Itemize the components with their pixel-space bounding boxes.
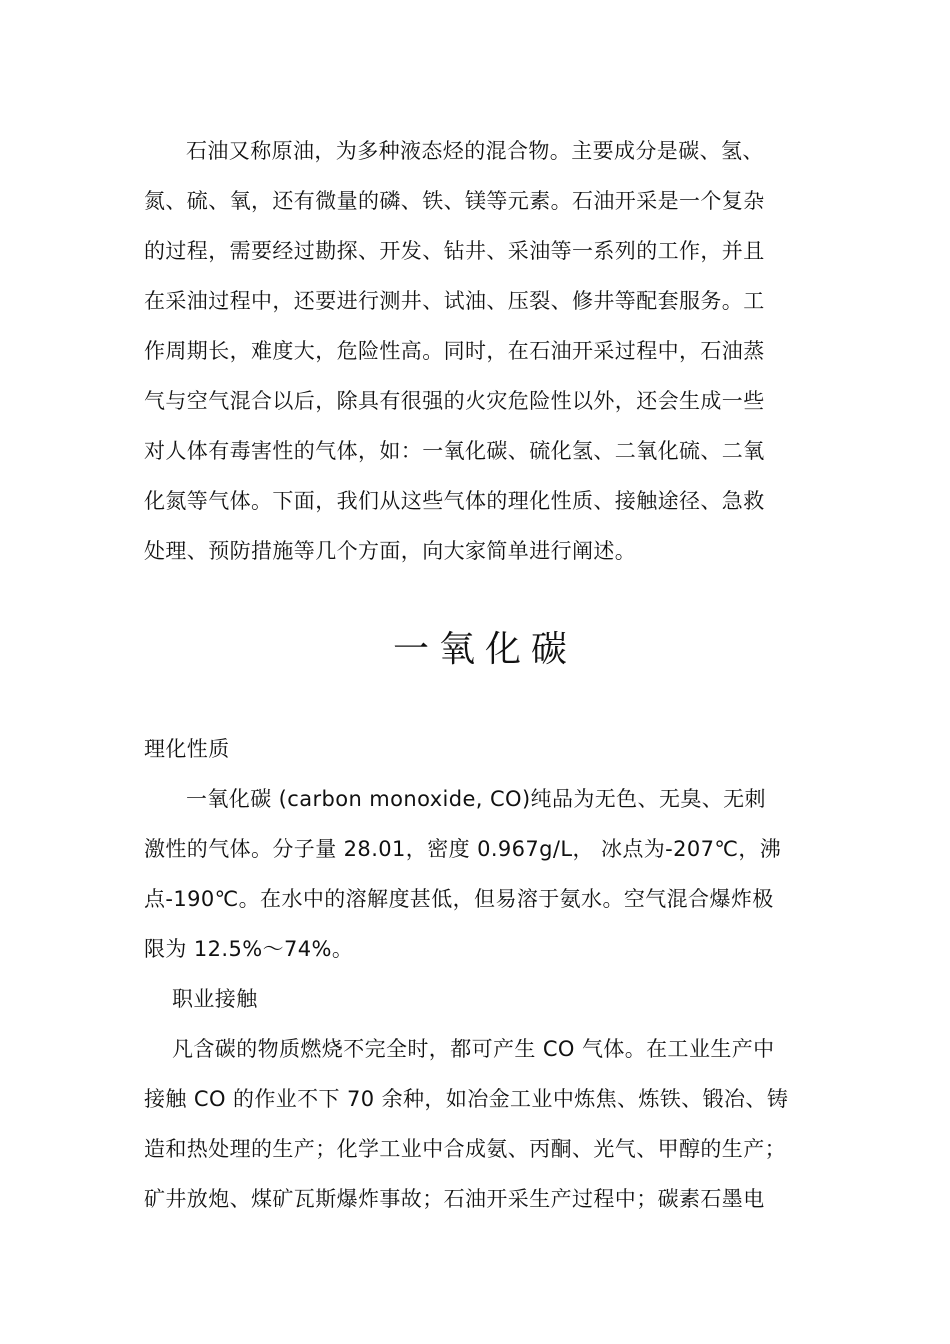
- exposure-line-2: 接触 CO 的作业不下 70 余种，如冶金工业中炼焦、炼铁、锻冶、铸: [144, 1087, 789, 1111]
- exposure-line-4: 矿井放炮、煤矿瓦斯爆炸事故；石油开采生产过程中；碳素石墨电: [144, 1187, 765, 1211]
- intro-line-8: 化氮等气体。下面，我们从这些气体的理化性质、接触途径、急救: [144, 489, 765, 513]
- section-title: 一氧化碳: [392, 629, 577, 670]
- exposure-line-3: 造和热处理的生产；化学工业中合成氨、丙酮、光气、甲醇的生产；: [144, 1137, 786, 1161]
- intro-line-5: 作周期长，难度大，危险性高。同时，在石油开采过程中，石油蒸: [144, 339, 765, 363]
- exposure-heading: 职业接触: [172, 987, 258, 1011]
- exposure-paragraph: [144, 1024, 816, 1224]
- exposure-line-1: 凡含碳的物质燃烧不完全时，都可产生 CO 气体。在工业生产中: [172, 1037, 775, 1061]
- properties-line-2: 激性的气体。分子量 28.01，密度 0.967g/L， 冰点为-207℃，沸: [144, 837, 782, 861]
- intro-line-3: 的过程，需要经过勘探、开发、钻井、采油等一系列的工作，并且: [144, 239, 765, 263]
- spacer: [144, 676, 816, 724]
- properties-line-3: 点-190℃。在水中的溶解度甚低，但易溶于氨水。空气混合爆炸极: [144, 887, 774, 911]
- properties-paragraph: [144, 774, 816, 974]
- properties-heading: 理化性质: [144, 737, 230, 761]
- intro-paragraph: [144, 126, 816, 576]
- properties-line-1: 一氧化碳 (carbon monoxide, CO)纯品为无色、无臭、无刺: [186, 787, 766, 811]
- document-page: [144, 126, 816, 1224]
- intro-line-7: 对人体有毒害性的气体，如：一氧化碳、硫化氢、二氧化硫、二氧: [144, 439, 765, 463]
- intro-line-2: 氮、硫、氧，还有微量的磷、铁、镁等元素。石油开采是一个复杂: [144, 189, 765, 213]
- intro-line-9: 处理、预防措施等几个方面，向大家简单进行阐述。: [144, 539, 637, 563]
- properties-line-4: 限为 12.5%～74%。: [144, 937, 354, 961]
- intro-line-1: 石油又称原油，为多种液态烃的混合物。主要成分是碳、氢、: [186, 139, 764, 163]
- spacer: [144, 576, 816, 624]
- intro-line-6: 气与空气混合以后，除具有很强的火灾危险性以外，还会生成一些: [144, 389, 765, 413]
- intro-line-4: 在采油过程中，还要进行测井、试油、压裂、修井等配套服务。工: [144, 289, 765, 313]
